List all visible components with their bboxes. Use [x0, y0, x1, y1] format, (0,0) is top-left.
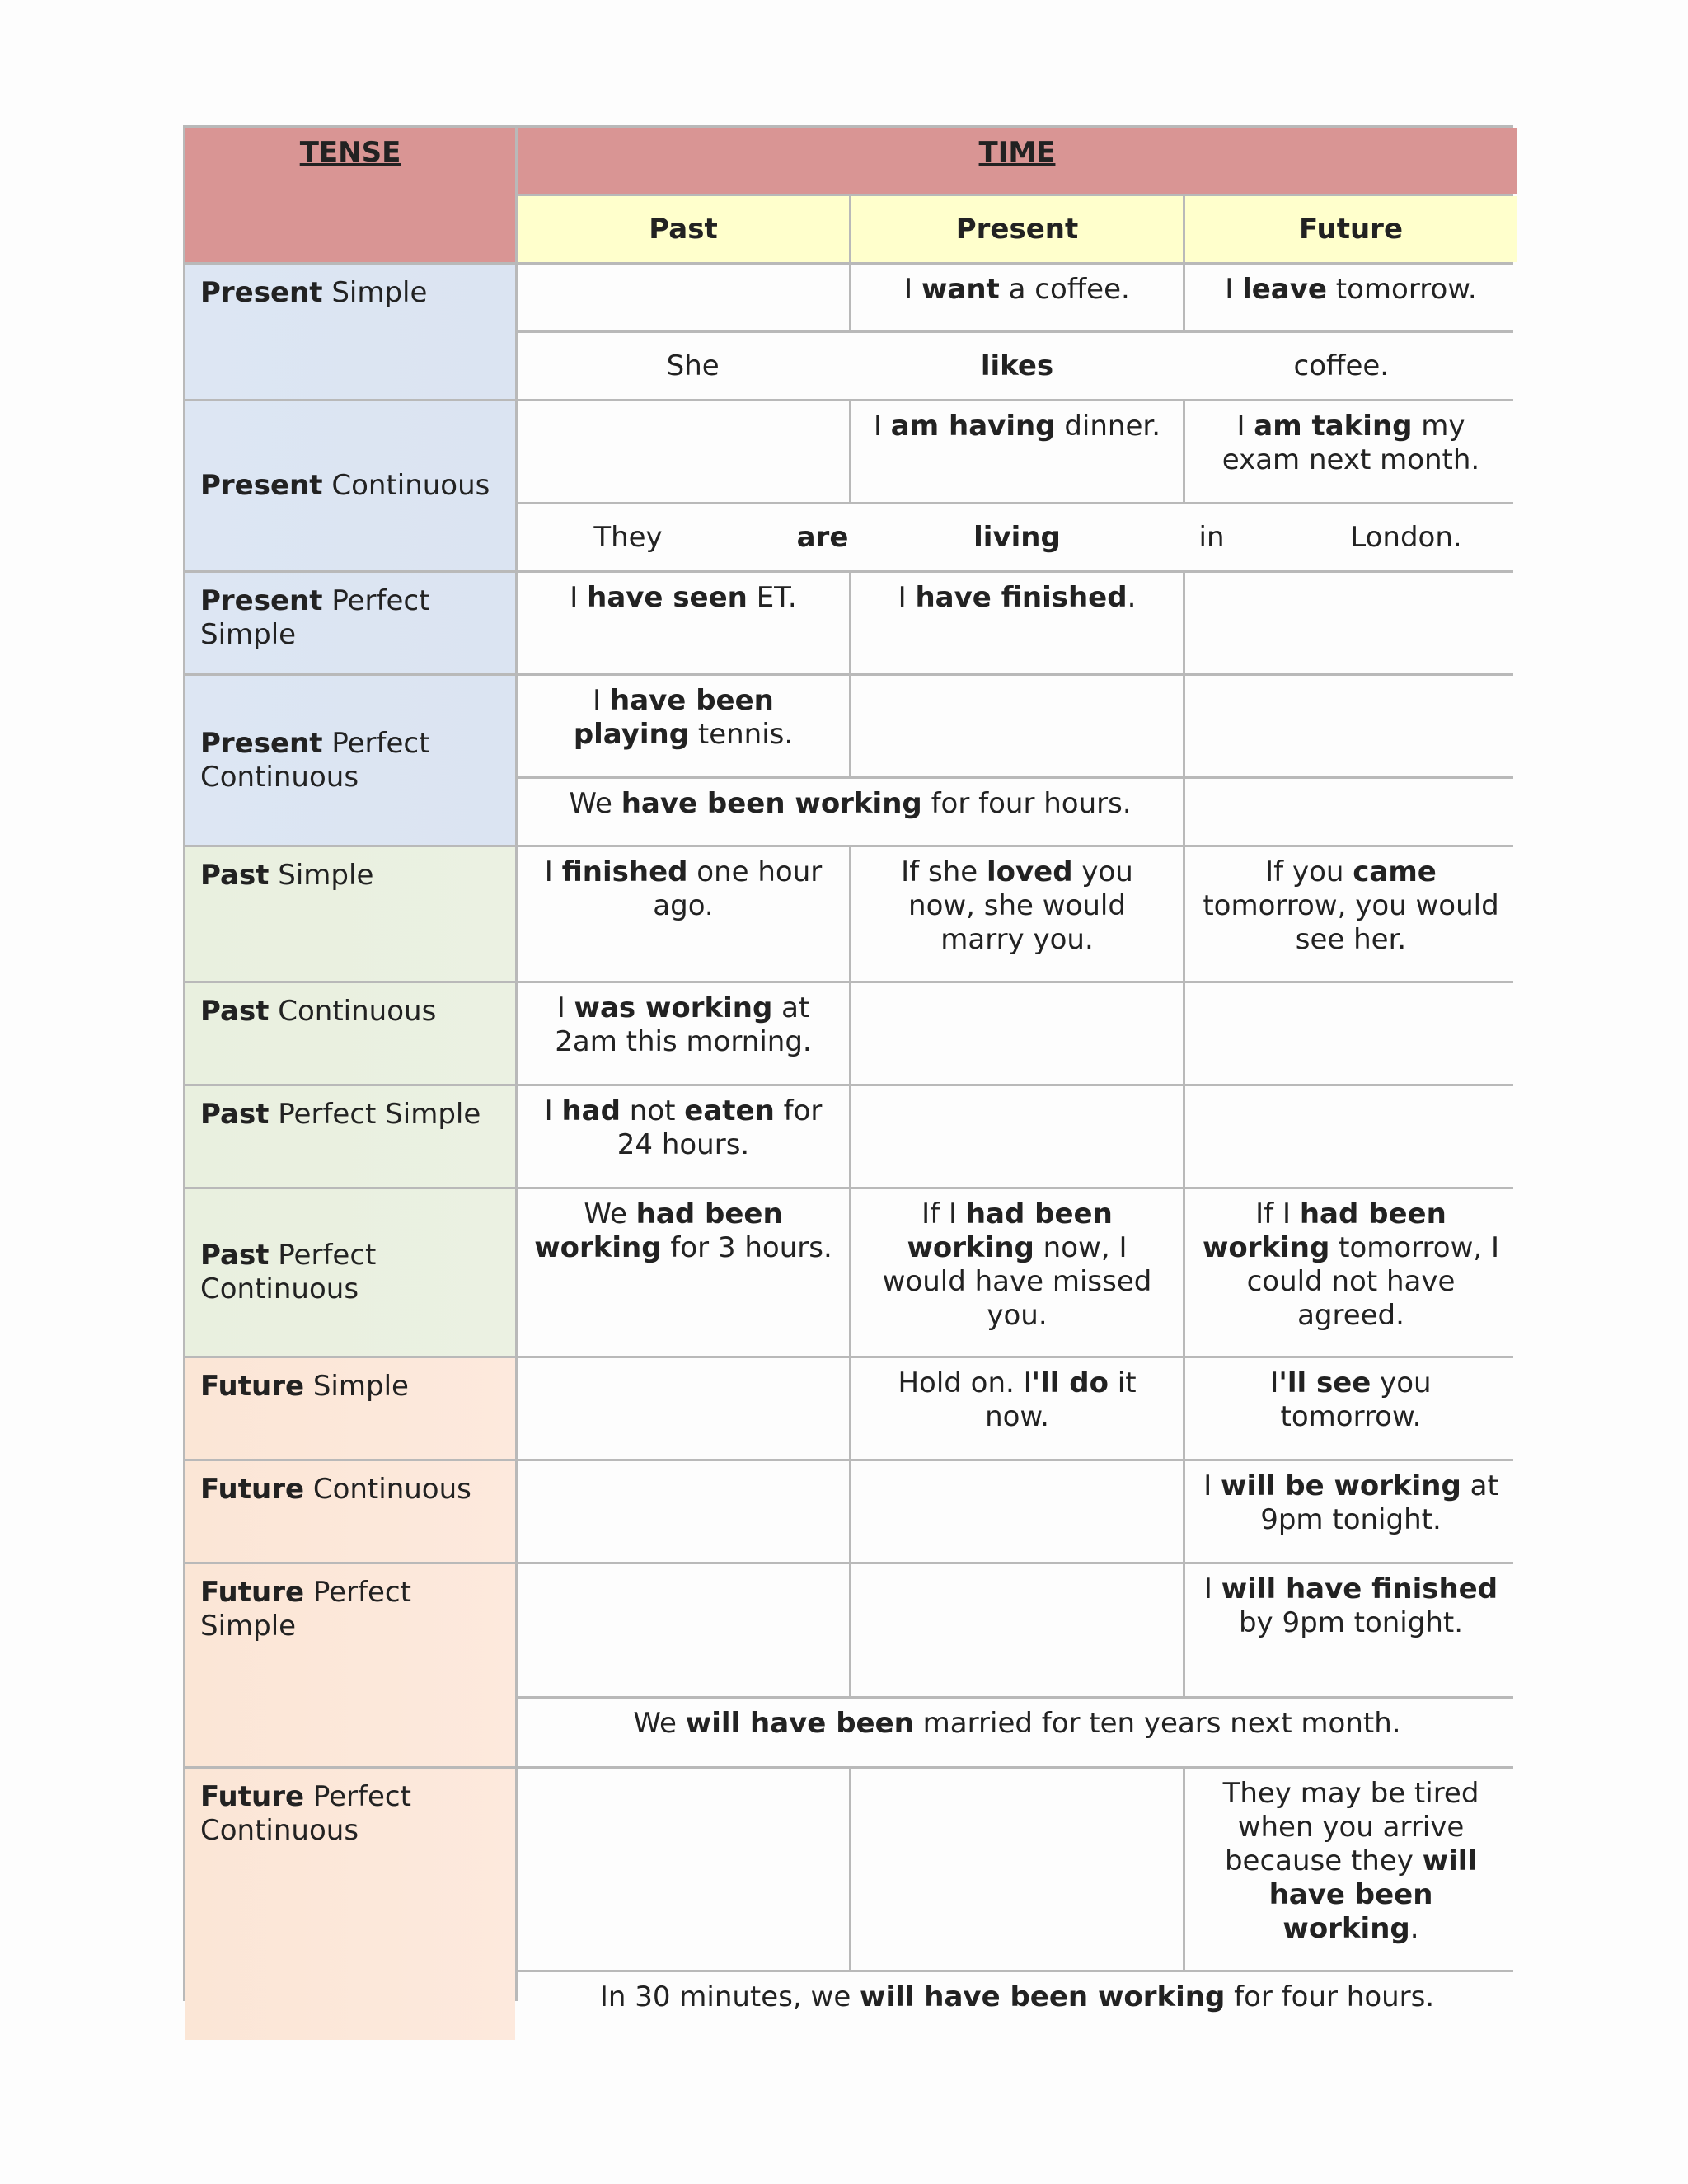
past-simple-future: If you came tomorrow, you would see her. — [1185, 847, 1517, 981]
tense-future-continuous: Future Continuous — [185, 1461, 515, 1562]
tense-keyword: Present — [200, 276, 323, 309]
past-simple-past: I finished one hour ago. — [518, 847, 849, 981]
tense-future-perfect-continuous: Future Perfect Continuous — [185, 1769, 515, 2040]
past-continuous-present — [851, 983, 1183, 1084]
present-perfect-continuous-future-2 — [1185, 779, 1517, 845]
future-continuous-future: I will be working at 9pm tonight. — [1185, 1461, 1517, 1562]
present-perfect-continuous-future — [1185, 676, 1517, 776]
present-simple-present: I want a coffee. — [851, 265, 1183, 330]
tense-present-simple — [185, 265, 515, 399]
tense-present-continuous: Present Continuous — [185, 401, 515, 570]
past-header: Past — [518, 196, 849, 262]
future-perfect-continuous-future: They may be tired when you arrive because they will have been working. — [1185, 1769, 1517, 1970]
tense-type: Simple — [322, 276, 428, 309]
present-perfect-continuous-past: I have been playing tennis. — [518, 676, 849, 776]
present-simple-future: I leave tomorrow. — [1185, 265, 1517, 330]
future-perfect-simple-past — [518, 1564, 849, 1696]
time-header-label: TIME — [978, 136, 1056, 169]
tense-present-perfect-simple: Present Perfect Simple — [185, 573, 515, 673]
past-perfect-simple-present — [851, 1086, 1183, 1187]
present-simple-span: She likes coffee. — [518, 333, 1517, 399]
future-perfect-continuous-present — [851, 1769, 1183, 1970]
future-perfect-continuous-span: In 30 minutes, we will have been working for four hours. — [518, 1972, 1517, 2040]
tense-table — [183, 125, 1513, 2013]
future-header: Future — [1185, 196, 1517, 262]
past-continuous-future — [1185, 983, 1517, 1084]
future-continuous-present — [851, 1461, 1183, 1562]
future-perfect-simple-present — [851, 1564, 1183, 1696]
tense-future-perfect-simple: Future Perfect Simple — [185, 1564, 515, 1766]
past-perfect-simple-future — [1185, 1086, 1517, 1187]
present-simple-past — [518, 265, 849, 330]
tense-past-simple: Past Simple — [185, 847, 515, 981]
future-simple-present: Hold on. I'll do it now. — [851, 1358, 1183, 1459]
tense-past-perfect-simple: Past Perfect Simple — [185, 1086, 515, 1187]
tense-present-perfect-continuous: Present Perfect Continuous — [185, 676, 515, 845]
tense-past-continuous: Past Continuous — [185, 983, 515, 1084]
time-header — [518, 128, 1517, 194]
past-perfect-continuous-future: If I had been working tomorrow, I could not have agreed. — [1185, 1189, 1517, 1356]
tense-past-perfect-continuous: Past Perfect Continuous — [185, 1189, 515, 1356]
past-perfect-simple-past: I had not eaten for 24 hours. — [518, 1086, 849, 1187]
present-continuous-span: They are living in London. — [518, 504, 1517, 570]
present-perfect-simple-past: I have seen ET. — [518, 573, 849, 673]
tense-future-simple: Future Simple — [185, 1358, 515, 1459]
tense-header-label: TENSE — [299, 136, 401, 169]
present-perfect-continuous-span: We have been working for four hours. — [518, 779, 1183, 845]
past-perfect-continuous-past: We had been working for 3 hours. — [518, 1189, 849, 1356]
present-perfect-simple-future — [1185, 573, 1517, 673]
past-continuous-past: I was working at 2am this morning. — [518, 983, 849, 1084]
present-perfect-continuous-present — [851, 676, 1183, 776]
past-perfect-continuous-present: If I had been working now, I would have missed you. — [851, 1189, 1183, 1356]
present-header: Present — [851, 196, 1183, 262]
future-simple-past — [518, 1358, 849, 1459]
tense-header — [185, 128, 515, 262]
present-continuous-future: I am taking my exam next month. — [1185, 401, 1517, 502]
future-perfect-simple-future: I will have finished by 9pm tonight. — [1185, 1564, 1517, 1696]
present-continuous-present: I am having dinner. — [851, 401, 1183, 502]
present-perfect-simple-present: I have finished. — [851, 573, 1183, 673]
present-continuous-past — [518, 401, 849, 502]
future-continuous-past — [518, 1461, 849, 1562]
past-simple-present: If she loved you now, she would marry you. — [851, 847, 1183, 981]
future-simple-future: I'll see you tomorrow. — [1185, 1358, 1517, 1459]
future-perfect-continuous-past — [518, 1769, 849, 1970]
future-perfect-simple-span: We will have been married for ten years next month. — [518, 1699, 1517, 1766]
